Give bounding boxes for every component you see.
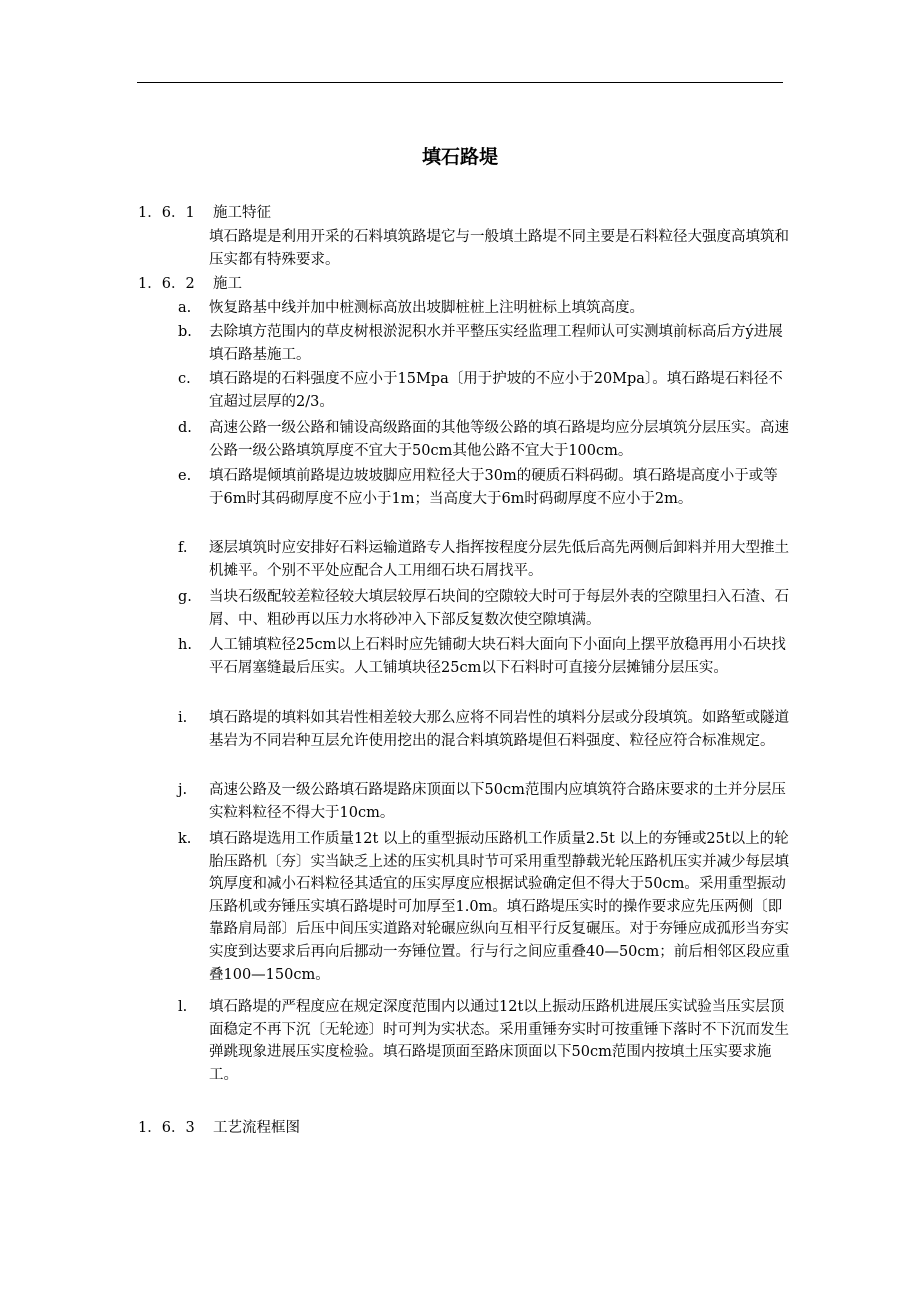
list-item-h	[178, 634, 791, 679]
list-item-text: 人工铺填粒径25cm以上石料时应先铺砌大块石料大面向下小面向上摆平放稳再用小石块找平石屑塞缝最后压实。人工铺填块径25cm以下石料时可直接分层摊铺分层压实。	[209, 637, 786, 676]
list-item-text: 填石路堤的严程度应在规定深度范围内以通过12t以上振动压路机进展压实试验当压实层顶面稳定不再下沉〔无轮迹〕时可判为实状态。采用重锤夯实时可按重锤下落时不下沉而发生弹跳现象进展压实度检验。填石路堤顶面至路床顶面以下50cm范围内按填土压实要求施工。	[209, 999, 789, 1083]
list-marker: h.	[178, 637, 192, 653]
header-rule	[137, 82, 783, 83]
section-number: 1．6．1	[138, 205, 195, 221]
list-item-text: 填石路堤的填料如其岩性相差较大那么应将不同岩性的填料分层或分段填筑。如路堑或隧道基岩为不同岩种互层允许使用挖出的混合料填筑路堤但石料强度、粒径应符合标准规定。	[209, 710, 789, 749]
section-heading-1-6-3	[138, 1117, 300, 1139]
section-paragraph: 填石路堤是利用开采的石料填筑路堤它与一般填土路堤不同主要是石料粒径大强度高填筑和压实都有特殊要求。	[209, 229, 789, 268]
list-item-e	[178, 465, 791, 510]
list-item-j	[178, 779, 791, 824]
section-number: 1．6．2	[138, 276, 195, 292]
section-heading-1-6-1	[138, 202, 271, 224]
list-item-l	[178, 996, 791, 1086]
section-title: 施工特征	[213, 205, 271, 221]
list-marker: c.	[178, 371, 191, 387]
list-marker: k.	[178, 831, 192, 847]
section-title: 工艺流程框图	[213, 1120, 300, 1136]
list-item-g	[178, 586, 791, 631]
list-item-text: 填石路堤的石料强度不应小于15Mpa〔用于护坡的不应小于20Mpa〕。填石路堤石料径不宜超过层厚的2/3。	[209, 371, 783, 410]
list-item-b	[178, 321, 791, 366]
list-item-k	[178, 828, 791, 986]
section-title: 施工	[213, 276, 242, 292]
list-marker: d.	[178, 420, 192, 436]
list-marker: g.	[178, 589, 192, 605]
list-item-a	[178, 297, 791, 320]
list-item-text: 高速公路及一级公路填石路堤路床顶面以下50cm范围内应填筑符合路床要求的土并分层压实粒料粒径不得大于10cm。	[209, 782, 786, 821]
list-item-text: 去除填方范围内的草皮树根淤泥积水并平整压实经监理工程师认可实测填前标高后方ý进展填石路基施工。	[209, 324, 783, 363]
list-item-text: 填石路堤选用工作质量12t 以上的重型振动压路机工作质量2.5t 以上的夯锤或25t以上的轮胎压路机〔夯〕实当缺乏上述的压实机具时节可采用重型静载光轮压路机压实并减少每层填筑厚度和减小石料粒径其适宜的压实厚度应根据试验确定但不得大于50cm。采用重型振动压路机或夯锤压实填石路堤时可加厚至1.0m。填石路堤压实时的操作要求应先压两侧〔即靠路肩局部〕后压中间压实道路对轮碾应纵向互相平行反复碾压。对于夯锤应成孤形当夯实实度到达要求后再向后挪动一夯锤位置。行与行之间应重叠40—50cm；前后相邻区段应重叠100—150cm。	[209, 831, 790, 983]
list-marker: a.	[178, 300, 192, 316]
list-item-d	[178, 417, 791, 462]
list-item-i	[178, 707, 791, 752]
section-number: 1．6．3	[138, 1120, 195, 1136]
list-marker: j.	[178, 782, 188, 798]
list-item-text: 高速公路一级公路和铺设高级路面的其他等级公路的填石路堤均应分层填筑分层压实。高速公路一级公路填筑厚度不宜大于50cm其他公路不宜大于100cm。	[209, 420, 789, 459]
list-marker: e.	[178, 468, 192, 484]
document-title: 填石路堤	[421, 146, 498, 168]
list-item-text: 逐层填筑时应安排好石料运输道路专人指挥按程度分层先低后高先两侧后卸料并用大型推土机摊平。个别不平处应配合人工用细石块石屑找平。	[209, 540, 789, 579]
list-marker: i.	[178, 710, 188, 726]
section-heading-1-6-2	[138, 273, 242, 295]
list-item-text: 填石路堤倾填前路堤边坡坡脚应用粒径大于30m的硬质石料码砌。填石路堤高度小于或等于6m时其码砌厚度不应小于1m；当高度大于6m时码砌厚度不应小于2m。	[209, 468, 778, 507]
list-item-text: 恢复路基中线并加中桩测标高放出坡脚桩桩上注明桩标上填筑高度。	[209, 300, 644, 316]
list-marker: l.	[178, 999, 188, 1015]
list-item-f	[178, 537, 791, 582]
list-item-text: 当块石级配较差粒径较大填层较厚石块间的空隙较大时可于每层外表的空隙里扫入石渣、石屑、中、粗砂再以压力水将砂冲入下部反复数次使空隙填满。	[209, 589, 789, 628]
list-marker: f.	[178, 540, 188, 556]
list-marker: b.	[178, 324, 192, 340]
list-item-c	[178, 368, 791, 413]
